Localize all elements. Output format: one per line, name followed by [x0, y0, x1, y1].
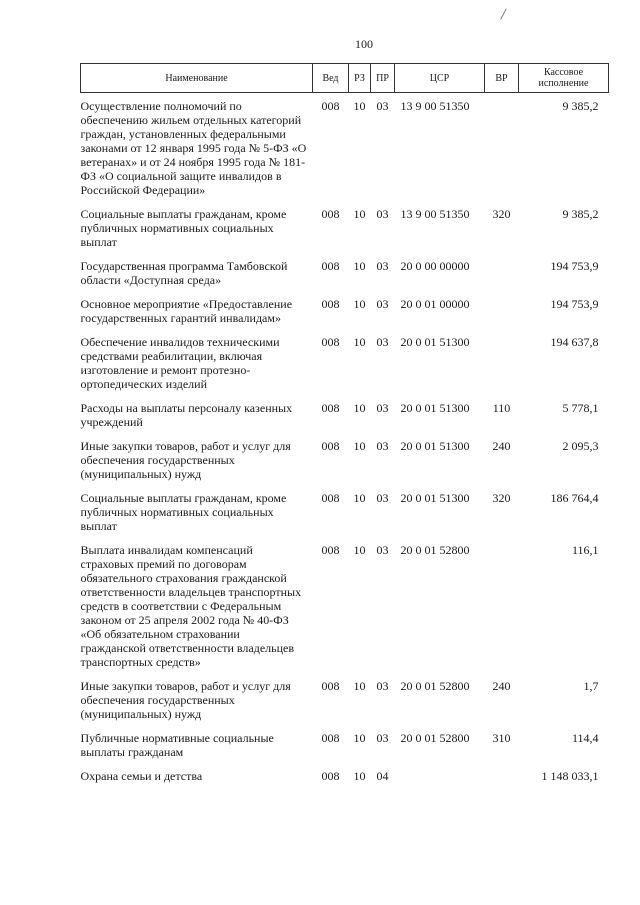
cell-pr: 03	[376, 543, 389, 557]
cell-amount: 114,4	[571, 731, 599, 745]
cell-vr: 240	[492, 439, 511, 453]
cell-csr: 20 0 01 51300	[400, 491, 470, 505]
cell-name: Осуществление полномочий по обеспечению жильем отдельных категорий граждан, установленных федеральными законами от 12 января 1995 года № 5-ФЗ «О ветеранах» и от 24 ноября 1995 года № 181-ФЗ «О социальной защите инвалидов в Российской Федерации»	[80, 99, 307, 197]
cell-name: Социальные выплаты гражданам, кроме публичных нормативных социальных выплат	[80, 207, 287, 249]
header-pr: ПР	[371, 64, 395, 93]
cell-pr: 03	[376, 439, 389, 453]
cell-pr: 03	[376, 297, 389, 311]
page-number: 100	[355, 37, 373, 51]
header-ved: Вед	[313, 64, 349, 93]
cell-name: Основное мероприятие «Предоставление государственных гарантий инвалидам»	[80, 297, 293, 325]
cell-amount: 116,1	[571, 543, 599, 557]
cell-pr: 03	[376, 401, 389, 415]
cell-amount: 194 753,9	[550, 297, 599, 311]
cell-csr: 13 9 00 51350	[400, 99, 470, 113]
cell-amount: 9 385,2	[562, 99, 599, 113]
table-row	[81, 329, 609, 395]
cell-amount: 194 753,9	[550, 259, 599, 273]
cell-ved: 008	[321, 543, 340, 557]
budget-table	[80, 63, 609, 787]
table-row	[81, 291, 609, 329]
cell-ved: 008	[321, 335, 340, 349]
cell-pr: 03	[376, 207, 389, 221]
cell-amount: 1 148 033,1	[541, 769, 599, 783]
cell-vr: 110	[492, 401, 511, 415]
header-name: Наименование	[81, 64, 313, 93]
cell-amount: 9 385,2	[562, 207, 599, 221]
cell-rz: 10	[353, 99, 366, 113]
cell-pr: 04	[376, 769, 389, 783]
cell-rz: 10	[353, 297, 366, 311]
table-header-row	[81, 64, 609, 93]
cell-vr: 320	[492, 491, 511, 505]
cell-rz: 10	[353, 679, 366, 693]
cell-name: Выплата инвалидам компенсаций страховых премий по договорам обязательного страхования гражданской ответственности владельцев транспортных средств в соответствии с Федеральным законом от 25 апреля 2002 года № 40-ФЗ «Об обязательном страховании гражданской ответственности владельцев транспортных средств»	[80, 543, 302, 669]
cell-vr	[485, 291, 519, 329]
table-row	[81, 201, 609, 253]
cell-amount: 2 095,3	[562, 439, 599, 453]
cell-ved: 008	[321, 401, 340, 415]
cell-name: Обеспечение инвалидов техническими средствами реабилитации, включая изготовление и ремонт протезно-ортопедических изделий	[80, 335, 280, 391]
cell-ved: 008	[321, 769, 340, 783]
cell-ved: 008	[321, 679, 340, 693]
header-rz: РЗ	[349, 64, 371, 93]
cell-pr: 03	[376, 259, 389, 273]
cell-csr: 20 0 00 00000	[400, 259, 470, 273]
table-row	[81, 485, 609, 537]
header-csr: ЦСР	[395, 64, 485, 93]
cell-name: Иные закупки товаров, работ и услуг для обеспечения государственных (муниципальных) нужд	[80, 679, 291, 721]
cell-vr: 320	[492, 207, 511, 221]
cell-csr: 20 0 01 52800	[400, 679, 470, 693]
cell-pr: 03	[376, 335, 389, 349]
cell-rz: 10	[353, 491, 366, 505]
cell-ved: 008	[321, 297, 340, 311]
cell-rz: 10	[353, 207, 366, 221]
cell-csr: 20 0 01 51300	[400, 335, 470, 349]
cell-vr	[485, 253, 519, 291]
cell-csr: 20 0 01 52800	[400, 543, 470, 557]
cell-name: Государственная программа Тамбовской области «Доступная среда»	[80, 259, 288, 287]
cell-vr	[485, 537, 519, 673]
cell-name: Расходы на выплаты персоналу казенных учреждений	[80, 401, 293, 429]
cell-rz: 10	[353, 259, 366, 273]
table-row	[81, 395, 609, 433]
cell-name: Охрана семьи и детства	[80, 769, 203, 783]
header-amount: Кассовое исполнение	[519, 64, 609, 93]
table-row	[81, 763, 609, 787]
cell-csr: 13 9 00 51350	[400, 207, 470, 221]
cell-rz: 10	[353, 401, 366, 415]
cell-ved: 008	[321, 491, 340, 505]
cell-ved: 008	[321, 439, 340, 453]
cell-name: Публичные нормативные социальные выплаты гражданам	[80, 731, 274, 759]
cell-csr	[395, 763, 485, 787]
pen-mark	[500, 8, 507, 19]
cell-pr: 03	[376, 99, 389, 113]
cell-pr: 03	[376, 491, 389, 505]
cell-ved: 008	[321, 731, 340, 745]
cell-name: Социальные выплаты гражданам, кроме публичных нормативных социальных выплат	[80, 491, 287, 533]
cell-amount: 194 637,8	[550, 335, 599, 349]
cell-rz: 10	[353, 335, 366, 349]
cell-pr: 03	[376, 679, 389, 693]
cell-csr: 20 0 01 51300	[400, 401, 470, 415]
table-row	[81, 725, 609, 763]
cell-vr	[485, 93, 519, 202]
cell-amount: 186 764,4	[550, 491, 599, 505]
cell-vr	[485, 763, 519, 787]
cell-vr: 310	[492, 731, 511, 745]
table-row	[81, 93, 609, 202]
cell-pr: 03	[376, 731, 389, 745]
table-row	[81, 433, 609, 485]
table-row	[81, 537, 609, 673]
cell-csr: 20 0 01 52800	[400, 731, 470, 745]
table-row	[81, 253, 609, 291]
cell-csr: 20 0 01 51300	[400, 439, 470, 453]
cell-csr: 20 0 01 00000	[400, 297, 470, 311]
cell-rz: 10	[353, 731, 366, 745]
cell-rz: 10	[353, 769, 366, 783]
cell-amount: 5 778,1	[562, 401, 599, 415]
cell-vr	[485, 329, 519, 395]
cell-ved: 008	[321, 259, 340, 273]
cell-ved: 008	[321, 207, 340, 221]
cell-amount: 1,7	[583, 679, 599, 693]
table-row	[81, 673, 609, 725]
cell-name: Иные закупки товаров, работ и услуг для обеспечения государственных (муниципальных) нужд	[80, 439, 291, 481]
header-vr: ВР	[485, 64, 519, 93]
cell-ved: 008	[321, 99, 340, 113]
cell-rz: 10	[353, 543, 366, 557]
cell-rz: 10	[353, 439, 366, 453]
cell-vr: 240	[492, 679, 511, 693]
